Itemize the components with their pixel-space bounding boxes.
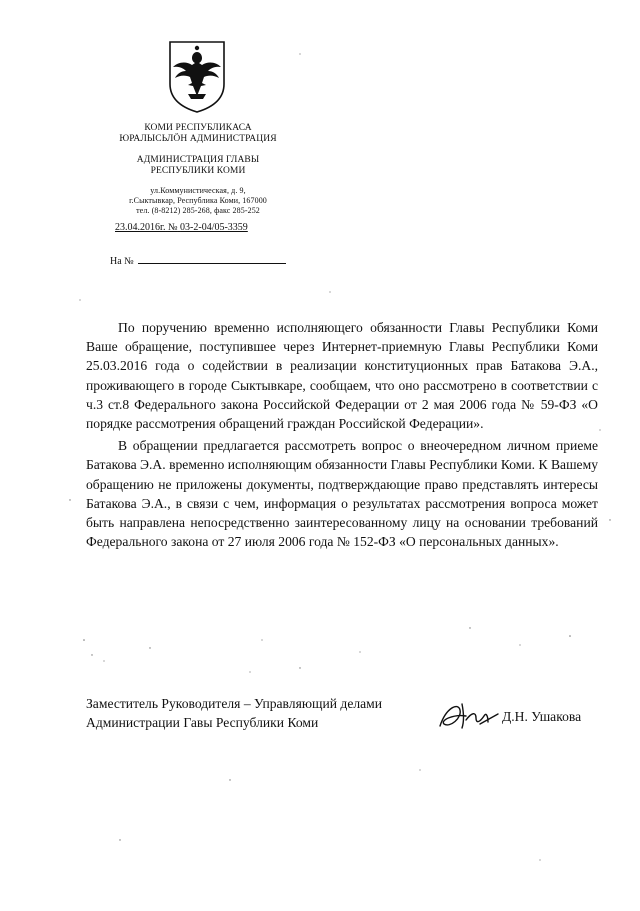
address-line-1: ул.Коммунистическая, д. 9, xyxy=(150,186,246,195)
address-line-3: тел. (8-8212) 285-268, факс 285-252 xyxy=(136,206,260,215)
admin-line-1: АДМИНИСТРАЦИЯ ГЛАВЫ xyxy=(136,155,260,165)
signatory-position-line-1: Заместитель Руководителя – Управляющий делами xyxy=(86,696,383,711)
org-line-2: ЮРАЛЫСЬЛӦН АДМИНИСТРАЦИЯ xyxy=(119,134,277,144)
registration-number: 03-2-04/05-3359 xyxy=(180,222,248,233)
admin-line-2: РЕСПУБЛИКИ КОМИ xyxy=(150,166,246,176)
reply-reference-label: На № xyxy=(110,256,134,267)
signatory-name: Д.Н. Ушакова xyxy=(502,709,582,724)
body-paragraph-1: По поручению временно исполняющего обязанности Главы Республики Коми Ваше обращение, поступившее через Интернет-приемную Главы Республики Коми 25.03.2016 года о содействии в реализации конституционных прав Батакова Э.А., проживающего в городе Сыктывкаре, сообщаем, что оно рассмотрено в соответствии с ч.3 ст.8 Федерального закона Российской Федерации от 2 мая 2006 года № 59-ФЗ «О порядке рассмотрения обращений граждан Российской Федерации». xyxy=(86,320,598,432)
registration-sign: № xyxy=(167,222,178,233)
signatory-position-line-2: Администрации Гавы Республики Коми xyxy=(86,715,319,730)
org-line-1: КОМИ РЕСПУБЛИКАСА xyxy=(144,123,252,133)
body-paragraph-2: В обращении предлагается рассмотреть вопрос о внеочередном личном приеме Батакова Э.А. временно исполняющим обязанности Главы Республики Коми. К Вашему обращению не приложены документы, подтверждающие право представлять интересы Батакова Э.А., в связи с чем, информация о результатах рассмотрения вопроса может быть направлена непосредственно заинтересованному лицу на основании требований Федерального закона от 27 июля 2006 года № 152-ФЗ «О персональных данных». xyxy=(86,438,598,550)
registration-date: 23.04.2016г. xyxy=(115,222,166,233)
address-line-2: г.Сыктывкар, Республика Коми, 167000 xyxy=(129,196,267,205)
